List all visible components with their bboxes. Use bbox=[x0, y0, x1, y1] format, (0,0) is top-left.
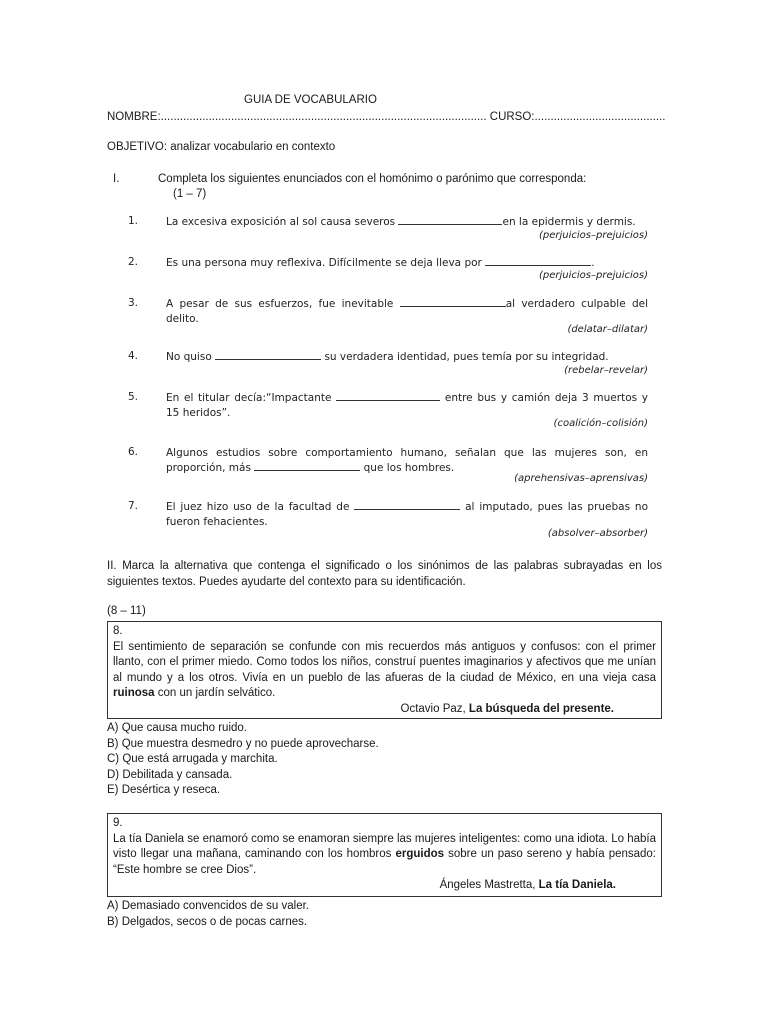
passage-source: Octavio Paz, La búsqueda del presente. bbox=[400, 702, 614, 715]
section2-instruction: II. Marca la alternativa que contenga el significado o los sinónimos de las palabras subrayadas en los siguientes textos. Puedes ayudarte del contexto para su identificación. bbox=[107, 560, 662, 588]
reading-passage-8 bbox=[107, 621, 662, 719]
answer-blank bbox=[254, 461, 360, 471]
item-options: (delatar–dilatar) bbox=[567, 324, 648, 335]
answer-blank bbox=[215, 350, 321, 360]
option-b[interactable]: B) Delgados, secos o de pocas carnes. bbox=[107, 915, 308, 928]
question-item-6 bbox=[128, 446, 648, 491]
item-options: (perjuicios–prejuicios) bbox=[538, 230, 648, 241]
item-options: (coalición–colisión) bbox=[553, 418, 648, 429]
item-text: Es una persona muy reflexiva. Difícilmente se deja lleva por . bbox=[166, 257, 595, 269]
option-a[interactable]: A) Demasiado convencidos de su valer. bbox=[107, 900, 309, 912]
highlighted-word: erguidos bbox=[395, 848, 445, 860]
name-course-line: NOMBRE:...................................................................................................... CURSO:......................................... bbox=[107, 111, 666, 123]
item-number: 6. bbox=[128, 446, 139, 458]
answer-blank bbox=[354, 500, 460, 510]
section1-number: I. bbox=[113, 173, 120, 185]
highlighted-word: ruinosa bbox=[113, 687, 155, 699]
answer-blank bbox=[398, 215, 502, 225]
option-d[interactable]: D) Debilitada y cansada. bbox=[107, 768, 233, 781]
item-number: 5. bbox=[128, 391, 139, 403]
item-options: (absolver–absorber) bbox=[547, 528, 648, 539]
item-options: (rebelar–revelar) bbox=[564, 365, 648, 376]
objective: OBJETIVO: analizar vocabulario en contexto bbox=[107, 141, 336, 153]
item-number: 3. bbox=[128, 297, 139, 309]
item-number: 1. bbox=[128, 215, 139, 227]
question-item-4 bbox=[128, 350, 648, 380]
item-text: Algunos estudios sobre comportamiento humano, señalan que las mujeres son, en proporción, más que los hombres. bbox=[166, 447, 648, 474]
answer-blank bbox=[336, 391, 440, 401]
item-text: En el titular decía:“Impactante entre bus y camión deja 3 muertos y 15 heridos”. bbox=[166, 392, 648, 419]
item-text: El juez hizo uso de la facultad de al imputado, pues las pruebas no fueron fehacientes. bbox=[166, 501, 648, 528]
option-b[interactable]: B) Que muestra desmedro y no puede aprovecharse. bbox=[107, 737, 379, 750]
item-text: A pesar de sus esfuerzos, fue inevitable al verdadero culpable del delito. bbox=[166, 298, 648, 325]
answer-options-9 bbox=[107, 899, 309, 930]
answer-options-8 bbox=[107, 721, 379, 799]
item-text: No quiso su verdadera identidad, pues temía por su integridad. bbox=[166, 351, 609, 363]
option-a[interactable]: A) Que causa mucho ruido. bbox=[107, 722, 247, 734]
item-options: (perjuicios–prejuicios) bbox=[538, 270, 648, 281]
item-number: 2. bbox=[128, 256, 139, 268]
question-item-7 bbox=[128, 500, 648, 545]
passage-number: 8. bbox=[113, 625, 123, 637]
reading-passage-9 bbox=[107, 813, 662, 897]
item-number: 4. bbox=[128, 350, 139, 362]
answer-blank bbox=[400, 297, 506, 307]
question-item-2 bbox=[128, 256, 648, 286]
item-options: (aprehensivas–aprensivas) bbox=[514, 473, 648, 484]
option-c[interactable]: C) Que está arrugada y marchita. bbox=[107, 753, 278, 765]
section2-range: (8 – 11) bbox=[107, 605, 146, 617]
section1-range: (1 – 7) bbox=[173, 188, 207, 200]
item-text: La excesiva exposición al sol causa severos en la epidermis y dermis. bbox=[166, 216, 636, 228]
question-item-1 bbox=[128, 215, 648, 245]
question-item-3 bbox=[128, 297, 648, 342]
option-e[interactable]: E) Desértica y reseca. bbox=[107, 784, 221, 796]
passage-number: 9. bbox=[113, 817, 123, 829]
passage-text: El sentimiento de separación se confunde con mis recuerdos más antiguos y confusos: con el primer llanto, con el primer miedo. Como todos los niños, construí puentes imaginarios y afectivos que me unían al mundo y a los otros. Vivía en un pueblo de las afueras de la ciudad de México, en una vieja casa ruinosa con un jardín selvático. bbox=[113, 640, 656, 699]
question-item-5 bbox=[128, 391, 648, 436]
page-title: GUIA DE VOCABULARIO bbox=[244, 94, 377, 106]
passage-source: Ángeles Mastretta, La tía Daniela. bbox=[439, 879, 616, 891]
item-number: 7. bbox=[128, 500, 139, 512]
section1-instruction: Completa los siguientes enunciados con el homónimo o parónimo que corresponda: bbox=[158, 173, 587, 185]
passage-text: La tía Daniela se enamoró como se enamoran siempre las mujeres inteligentes: como una idiota. Lo había visto llegar una mañana, caminando con los hombros erguidos sobre un paso sereno y había pensado: “Este hombre se cree Dios”. bbox=[113, 832, 657, 876]
answer-blank bbox=[485, 256, 591, 266]
